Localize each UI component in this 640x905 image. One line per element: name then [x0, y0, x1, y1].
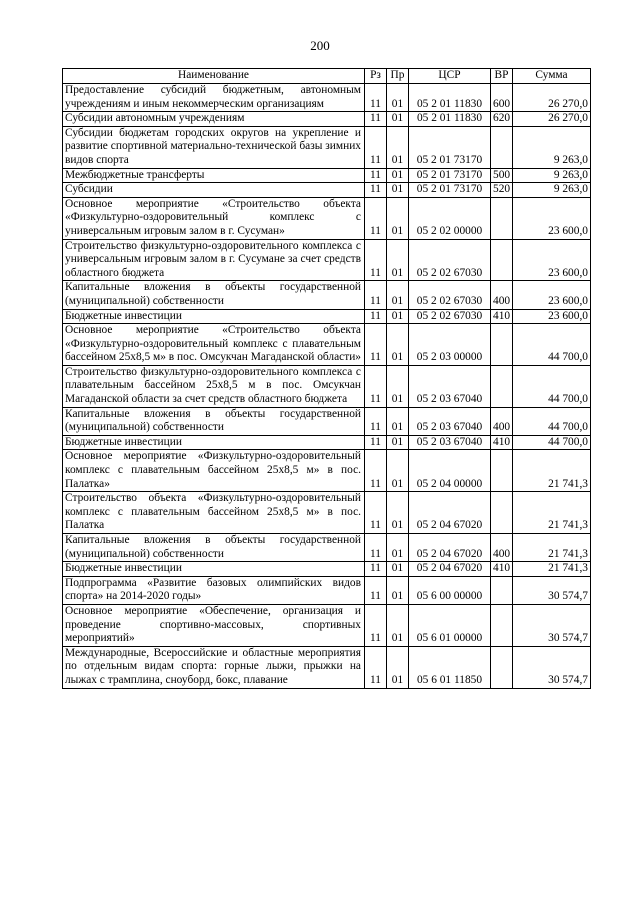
table-row: [63, 534, 591, 562]
cell-csr: 05 2 01 73170: [409, 183, 491, 198]
cell-pr: 01: [387, 562, 409, 577]
table-row: [63, 183, 591, 198]
cell-rz: 11: [365, 309, 387, 324]
cell-csr: 05 2 01 73170: [409, 126, 491, 168]
table-row: [63, 126, 591, 168]
cell-sum: 9 263,0: [513, 168, 591, 183]
cell-sum: 26 270,0: [513, 112, 591, 127]
cell-vr: 400: [491, 534, 513, 562]
cell-sum: 21 741,3: [513, 492, 591, 534]
cell-vr: 600: [491, 84, 513, 112]
cell-name: Субсидии: [63, 183, 365, 198]
cell-name: Основное мероприятие «Строительство объекта «Физкультурно-оздоровительный комплекс с универсальным игровым залом в г. Сусуман»: [63, 197, 365, 239]
cell-pr: 01: [387, 239, 409, 281]
table-row: [63, 435, 591, 450]
cell-rz: 11: [365, 562, 387, 577]
cell-rz: 11: [365, 239, 387, 281]
cell-csr: 05 2 03 00000: [409, 324, 491, 366]
cell-rz: 11: [365, 168, 387, 183]
table-row: [63, 84, 591, 112]
cell-sum: 21 741,3: [513, 562, 591, 577]
header-csr: ЦСР: [409, 69, 491, 84]
cell-vr: [491, 365, 513, 407]
table-row: [63, 197, 591, 239]
header-vr: ВР: [491, 69, 513, 84]
cell-vr: 400: [491, 407, 513, 435]
cell-csr: 05 2 04 67020: [409, 492, 491, 534]
cell-name: Бюджетные инвестиции: [63, 309, 365, 324]
cell-pr: 01: [387, 112, 409, 127]
cell-vr: [491, 197, 513, 239]
cell-name: Субсидии бюджетам городских округов на укрепление и развитие спортивной материально-технической базы зимних видов спорта: [63, 126, 365, 168]
cell-csr: 05 2 04 67020: [409, 562, 491, 577]
table-row: [63, 239, 591, 281]
cell-name: Международные, Всероссийские и областные мероприятия по отдельным видам спорта: горные лыжи, прыжки на лыжах с трамплина, сноуборд, бокс, плавание: [63, 646, 365, 688]
cell-pr: 01: [387, 450, 409, 492]
cell-vr: 520: [491, 183, 513, 198]
cell-rz: 11: [365, 576, 387, 604]
cell-sum: 21 741,3: [513, 534, 591, 562]
cell-csr: 05 2 02 67030: [409, 239, 491, 281]
cell-pr: 01: [387, 534, 409, 562]
cell-rz: 11: [365, 126, 387, 168]
cell-pr: 01: [387, 183, 409, 198]
cell-csr: 05 2 04 67020: [409, 534, 491, 562]
cell-sum: 23 600,0: [513, 309, 591, 324]
header-pr: Пр: [387, 69, 409, 84]
page-number: 200: [310, 38, 330, 53]
cell-sum: 26 270,0: [513, 84, 591, 112]
cell-name: Капитальные вложения в объекты государственной (муниципальной) собственности: [63, 534, 365, 562]
table-row: [63, 281, 591, 309]
table-row: [63, 450, 591, 492]
cell-name: Капитальные вложения в объекты государственной (муниципальной) собственности: [63, 281, 365, 309]
table-row: [63, 407, 591, 435]
table-row: [63, 365, 591, 407]
cell-vr: 410: [491, 309, 513, 324]
cell-vr: 620: [491, 112, 513, 127]
cell-vr: [491, 239, 513, 281]
cell-name: Бюджетные инвестиции: [63, 562, 365, 577]
cell-pr: 01: [387, 365, 409, 407]
cell-rz: 11: [365, 407, 387, 435]
cell-pr: 01: [387, 492, 409, 534]
cell-name: Бюджетные инвестиции: [63, 435, 365, 450]
table-header-row: [63, 69, 591, 84]
cell-csr: 05 2 01 11830: [409, 84, 491, 112]
cell-csr: 05 2 03 67040: [409, 407, 491, 435]
cell-sum: 23 600,0: [513, 239, 591, 281]
budget-table: [62, 68, 591, 689]
cell-name: Основное мероприятие «Строительство объекта «Физкультурно-оздоровительный комплекс с плавательным бассейном 25х8,5 м» в пос. Омсукчан Магаданской области»: [63, 324, 365, 366]
cell-pr: 01: [387, 646, 409, 688]
cell-sum: 9 263,0: [513, 183, 591, 198]
cell-pr: 01: [387, 407, 409, 435]
cell-sum: 21 741,3: [513, 450, 591, 492]
header-name: Наименование: [63, 69, 365, 84]
cell-name: Субсидии автономным учреждениям: [63, 112, 365, 127]
cell-rz: 11: [365, 197, 387, 239]
cell-pr: 01: [387, 435, 409, 450]
cell-sum: 23 600,0: [513, 197, 591, 239]
table-row: [63, 646, 591, 688]
cell-name: Строительство объекта «Физкультурно-оздоровительный комплекс с плавательным бассейном 25х8,5 м» в пос. Палатка: [63, 492, 365, 534]
table-row: [63, 112, 591, 127]
cell-vr: [491, 646, 513, 688]
cell-csr: 05 2 04 00000: [409, 450, 491, 492]
cell-sum: 9 263,0: [513, 126, 591, 168]
cell-rz: 11: [365, 604, 387, 646]
cell-rz: 11: [365, 492, 387, 534]
table-row: [63, 309, 591, 324]
table-row: [63, 562, 591, 577]
cell-pr: 01: [387, 84, 409, 112]
cell-sum: 30 574,7: [513, 604, 591, 646]
cell-csr: 05 6 00 00000: [409, 576, 491, 604]
cell-csr: 05 2 02 67030: [409, 281, 491, 309]
cell-sum: 44 700,0: [513, 407, 591, 435]
cell-name: Строительство физкультурно-оздоровительного комплекса с универсальным игровым залом в г. Сусумане за счет средств областного бюджета: [63, 239, 365, 281]
cell-vr: [491, 324, 513, 366]
cell-name: Основное мероприятие «Обеспечение, организация и проведение спортивно-массовых, спортивных мероприятий»: [63, 604, 365, 646]
cell-pr: 01: [387, 604, 409, 646]
cell-sum: 44 700,0: [513, 324, 591, 366]
cell-name: Строительство физкультурно-оздоровительного комплекса с плавательным бассейном 25х8,5 м в пос. Омсукчан Магаданской области за счет средств областного бюджета: [63, 365, 365, 407]
cell-rz: 11: [365, 365, 387, 407]
table-row: [63, 576, 591, 604]
cell-vr: 410: [491, 562, 513, 577]
table-row: [63, 604, 591, 646]
cell-rz: 11: [365, 646, 387, 688]
cell-vr: [491, 126, 513, 168]
cell-csr: 05 2 01 73170: [409, 168, 491, 183]
cell-pr: 01: [387, 126, 409, 168]
cell-vr: 400: [491, 281, 513, 309]
cell-vr: [491, 604, 513, 646]
cell-pr: 01: [387, 197, 409, 239]
cell-sum: 30 574,7: [513, 576, 591, 604]
cell-csr: 05 6 01 11850: [409, 646, 491, 688]
cell-pr: 01: [387, 324, 409, 366]
cell-pr: 01: [387, 168, 409, 183]
cell-csr: 05 6 01 00000: [409, 604, 491, 646]
cell-rz: 11: [365, 435, 387, 450]
table-row: [63, 168, 591, 183]
cell-csr: 05 2 02 00000: [409, 197, 491, 239]
cell-rz: 11: [365, 84, 387, 112]
cell-vr: 410: [491, 435, 513, 450]
cell-rz: 11: [365, 112, 387, 127]
cell-rz: 11: [365, 281, 387, 309]
cell-sum: 44 700,0: [513, 365, 591, 407]
cell-name: Основное мероприятие «Физкультурно-оздоровительный комплекс с плавательным бассейном 25х8,5 м» в пос. Палатка»: [63, 450, 365, 492]
header-rz: Рз: [365, 69, 387, 84]
cell-vr: [491, 450, 513, 492]
cell-rz: 11: [365, 324, 387, 366]
table-row: [63, 324, 591, 366]
cell-name: Межбюджетные трансферты: [63, 168, 365, 183]
cell-rz: 11: [365, 450, 387, 492]
cell-csr: 05 2 01 11830: [409, 112, 491, 127]
cell-sum: 44 700,0: [513, 435, 591, 450]
cell-rz: 11: [365, 534, 387, 562]
cell-vr: 500: [491, 168, 513, 183]
cell-sum: 30 574,7: [513, 646, 591, 688]
table-row: [63, 492, 591, 534]
cell-csr: 05 2 03 67040: [409, 365, 491, 407]
cell-pr: 01: [387, 576, 409, 604]
cell-vr: [491, 492, 513, 534]
header-sum: Сумма: [513, 69, 591, 84]
cell-csr: 05 2 03 67040: [409, 435, 491, 450]
cell-name: Капитальные вложения в объекты государственной (муниципальной) собственности: [63, 407, 365, 435]
cell-name: Предоставление субсидий бюджетным, автономным учреждениям и иным некоммерческим организациям: [63, 84, 365, 112]
cell-name: Подпрограмма «Развитие базовых олимпийских видов спорта» на 2014-2020 годы»: [63, 576, 365, 604]
cell-csr: 05 2 02 67030: [409, 309, 491, 324]
cell-rz: 11: [365, 183, 387, 198]
cell-sum: 23 600,0: [513, 281, 591, 309]
cell-vr: [491, 576, 513, 604]
cell-pr: 01: [387, 281, 409, 309]
cell-pr: 01: [387, 309, 409, 324]
